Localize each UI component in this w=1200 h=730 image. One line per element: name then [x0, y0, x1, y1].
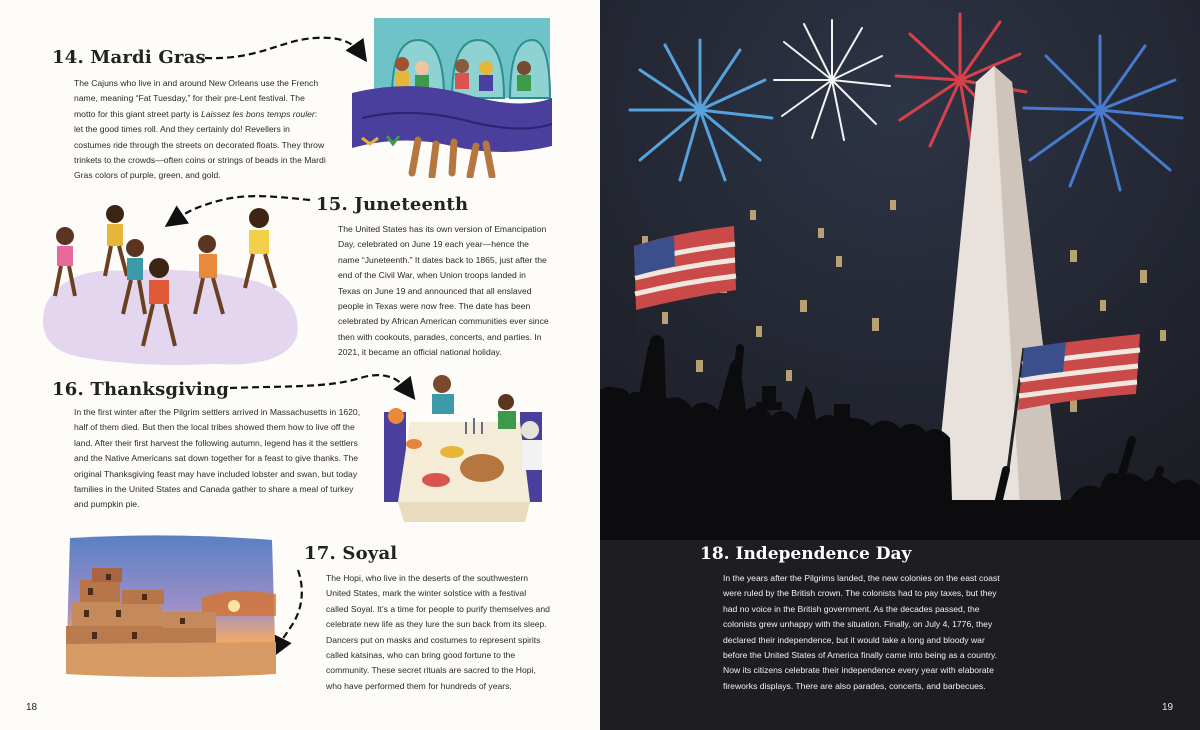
mardi-gras-motto: Laissez les bons temps rouler: [201, 108, 315, 119]
independence-day-heading: 18. Independence Day: [700, 544, 912, 564]
independence-day-illustration: [600, 0, 1200, 540]
thanksgiving-illustration: [370, 372, 555, 532]
mardi-gras-text-part1: The Cajuns who live in and around New Orleans use the French name, meaning “Fat Tuesday,” for their pre-Lent festival. The motto for this giant street party is: [74, 78, 319, 119]
soyal-text: The Hopi, who live in the deserts of the southwestern United States, mark the winter solstice with a festival called Soyal. It’s a time for people to purify themselves and celebrate new life as they lure the sun back from its sleep. Dancers put on masks and costumes to represent spirits called katsinas, who can bring good fortune to the community. These secret rituals are sacred to the Hopi, who have performed them for hundreds of years.: [326, 573, 550, 691]
mardi-gras-heading: 14. Mardi Gras: [52, 47, 206, 68]
juneteenth-text: The United States has its own version of Emancipation Day, celebrated on June 19 each year—hence the name “Juneteenth.” It dates back to 1865, just after the end of the Civil War, when Union troops landed in Texas on June 19 and announced that all enslaved people in Texas were now free. The date has been celebrated by African American communities ever since then with cookouts, parades, concerts, and parties. In 2021, it became an official national holiday.: [338, 224, 549, 358]
soyal-illustration: [62, 532, 278, 680]
arrow-soyal: [276, 570, 302, 650]
arrow-mardi-gras: [205, 38, 362, 58]
page-number-left: 18: [26, 702, 38, 713]
juneteenth-illustration: [35, 196, 305, 371]
thanksgiving-heading: 16. Thanksgiving: [52, 379, 230, 400]
thanksgiving-text: In the first winter after the Pilgrim settlers arrived in Massachusetts in 1620, half of them died. But then the local tribes showed them how to live off the land. After their first harvest the following autumn, legend has it the settlers and the Native Americans sat down together for a feast to give thanks. The original Thanksgiving feast may have included lobster and swan, but today families in the United States and Canada gather to share a meal of turkey and pumpkin pie.: [74, 407, 361, 510]
juneteenth-heading: 15. Juneteenth: [316, 194, 469, 215]
mardi-gras-illustration: [352, 18, 552, 178]
page-number-right: 19: [1162, 702, 1174, 713]
right-page: [600, 0, 1200, 730]
soyal-heading: 17. Soyal: [304, 543, 398, 564]
independence-day-text: In the years after the Pilgrims landed, the new colonies on the east coast were ruled by the British crown. The colonists had to pay taxes, but they had no voice in the British government. As the decades passed, the colonists grew unhappy with the situation. Finally, on July 4, 1776, they declared their independence, but it would take a long and bloody war before the United States of America finally came into being as a country. Now its citizens celebrate their independence every year with elaborate fireworks displays. There are also parades, concerts, and barbecues.: [723, 573, 1000, 691]
mardi-gras-text-part2: : let the good times roll. And they certainly do! Revellers in costumes ride through the streets on decorated floats. They throw trinkets to the crowds—often coins or strings of beads in the Mardi Gras colors of purple, green, and gold.: [74, 108, 326, 181]
